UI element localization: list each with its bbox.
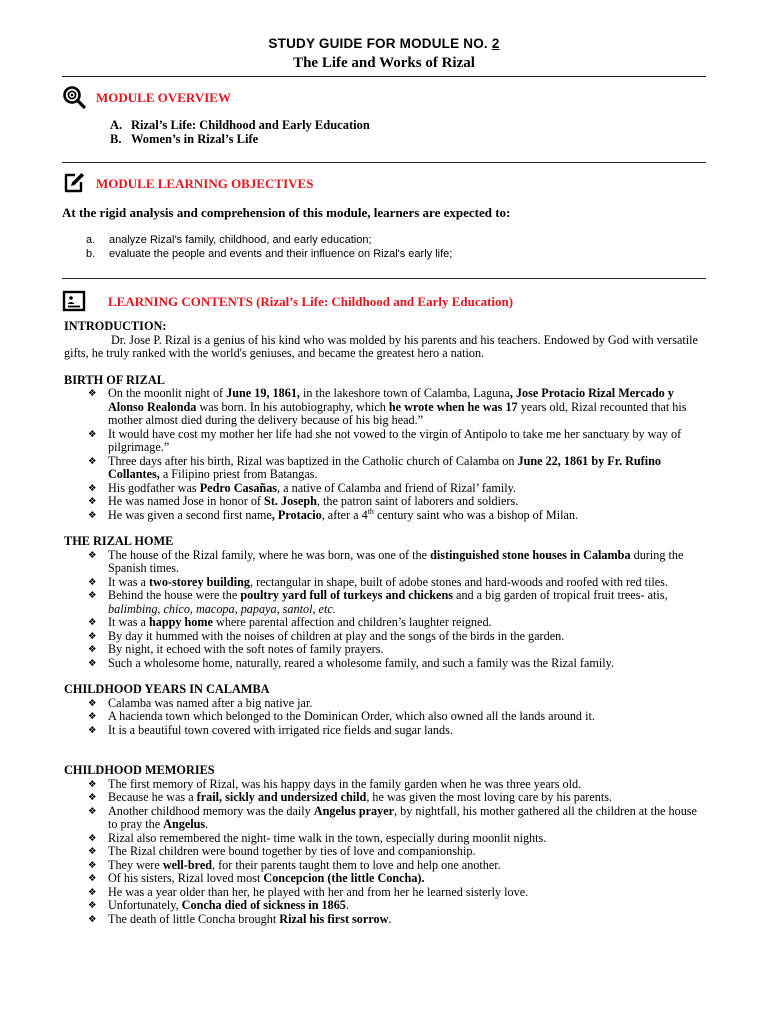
list-item-text: where parental affection and children’s laughter reigned.: [212, 615, 492, 629]
overview-list: [110, 118, 370, 146]
list-item: ❖ By day it hummed with the noises of children at play and the songs of the birds in the garden.: [108, 630, 708, 644]
overview-item-key: A.: [110, 118, 123, 132]
list-item-text: , after a 4: [321, 507, 368, 522]
list-item-text: Another childhood memory was the daily: [108, 803, 314, 818]
objective-item: [86, 248, 452, 262]
learning-contents-heading: LEARNING CONTENTS (Rizal’s Life: Childhood and Early Education): [108, 294, 514, 309]
list-item-bold: well-bred: [162, 857, 213, 872]
list-item-text: Unfortunately,: [108, 898, 182, 912]
list-item-text: .: [205, 817, 209, 831]
list-item-text: years old, Rizal recounted that his mother almost died during the delivery because of his big head.”: [108, 399, 687, 427]
list-item: [108, 549, 708, 576]
overview-item-text: Rizal’s Life: Childhood and Early Education: [131, 118, 370, 132]
list-item: ❖ Rizal also remembered the night- time walk in the town, especially during moonlit nights.: [108, 832, 708, 846]
objective-item-key: a.: [86, 234, 96, 246]
list-item: ❖ It is a beautiful town covered with irrigated rice fields and sugar lands.: [108, 724, 708, 738]
list-item-text: He was named Jose in honor of: [108, 494, 265, 508]
list-item: [108, 589, 708, 616]
list-item-text: , he was given the most loving care by his parents.: [366, 790, 613, 804]
list-item-text: Three days after his birth, Rizal was baptized in the Catholic church of Calamba on: [108, 453, 518, 468]
birth-list: [64, 387, 708, 522]
magnifier-icon: [62, 85, 86, 109]
list-item-bold: Pedro Casañas: [199, 480, 278, 495]
list-item: ❖ It would have cost my mother her life had she not vowed to the virgin of Antipolo to take me her sanctuary by way of pilgrimage.”: [108, 428, 708, 455]
overview-item: [110, 118, 370, 132]
list-item-text: Of his sisters, Rizal loved most: [108, 871, 264, 885]
list-item-text: On the moonlit night of: [108, 386, 227, 400]
overview-item: [110, 132, 370, 146]
calamba-heading: CHILDHOOD YEARS IN CALAMBA: [64, 682, 270, 696]
list-item-bold: Angelus prayer: [313, 803, 395, 818]
list-item-bold: he wrote when he was 17: [388, 399, 518, 414]
list-item-text: was born. In his autobiography, which: [196, 399, 389, 414]
list-item-bold: Angelus: [163, 817, 206, 831]
list-item-text: during the Spanish times.: [108, 547, 684, 575]
calamba-list: [64, 697, 708, 738]
module-subtitle: The Life and Works of Rizal: [293, 55, 475, 71]
list-item-text: , rectangular in shape, built of adobe stones and hard-woods and roofed with red tiles.: [249, 574, 668, 589]
list-item-text: It was a: [108, 615, 149, 629]
rizal-home-list: [64, 549, 708, 671]
introduction-heading: INTRODUCTION:: [64, 319, 167, 333]
objectives-list: [86, 234, 452, 261]
list-item-text: His godfather was: [108, 480, 200, 495]
memories-list: [64, 778, 708, 927]
rizal-home-heading: THE RIZAL HOME: [64, 534, 174, 548]
list-item-bold: June 19, 1861,: [226, 386, 300, 400]
list-item-bold: Rizal his first sorrow: [279, 911, 389, 926]
list-item-text: a Filipino priest from Batangas.: [159, 467, 318, 481]
list-item: [108, 872, 708, 886]
study-guide-title: [0, 36, 768, 51]
list-item: ❖ Such a wholesome home, naturally, reared a wholesome family, and such a family was the Rizal family.: [108, 657, 708, 671]
introduction-paragraph: Dr. Jose P. Rizal is a genius of his kind who was molded by his parents and his teachers. Endowed by God with versatile gifts, he truly ranked with the world's geniuses, and became the greatest hero a nation.: [64, 332, 698, 360]
divider-objectives: [62, 278, 706, 279]
list-item-text: century saint who was a bishop of Milan.: [373, 507, 579, 522]
list-item: [108, 495, 708, 509]
list-item-text: , by nightfall, his mother gathered all the children at the house to pray the: [108, 803, 697, 831]
list-item-text: .: [345, 898, 349, 912]
overview-item-text: Women’s in Rizal’s Life: [131, 132, 259, 146]
list-item: [108, 387, 708, 428]
objective-item-text: analyze Rizal’s family, childhood, and early education;: [109, 234, 372, 246]
list-item-bold: poultry yard full of turkeys and chickens: [240, 588, 453, 602]
list-item: ❖ He was a year older than her, he played with her and from her he learned sisterly love.: [108, 886, 708, 900]
list-item-bold: , Protacio: [271, 507, 322, 522]
memories-heading: CHILDHOOD MEMORIES: [64, 763, 215, 777]
list-item: [108, 805, 708, 832]
overview-item-key: B.: [110, 132, 122, 146]
list-item-bold: St. Joseph: [264, 494, 317, 508]
list-item-text: , the patron saint of laborers and soldiers.: [316, 494, 519, 508]
list-item-bold: Concepcion (the little Concha).: [263, 871, 425, 885]
list-item-italic: balimbing, chico, macopa, papaya, santol, etc.: [108, 601, 336, 616]
list-item-text: The house of the Rizal family, where he was born, was one of the: [108, 547, 431, 562]
list-item-bold: June 22, 1861 by Fr. Rufino Collantes,: [108, 453, 661, 481]
list-item-text: Because he was a: [108, 790, 197, 804]
list-item: [108, 859, 708, 873]
list-item: [108, 899, 708, 913]
list-item: [108, 791, 708, 805]
list-item-bold: , Jose Protacio Rizal Mercado y Alonso Realonda: [108, 386, 674, 414]
list-item: [108, 616, 708, 630]
list-item-text: The death of little Concha brought: [108, 911, 280, 926]
list-item: ❖ By night, it echoed with the soft notes of family prayers.: [108, 643, 708, 657]
list-item-bold: distinguished stone houses in Calamba: [430, 547, 631, 562]
list-item-text: , a native of Calamba and friend of Rizal’ family.: [277, 480, 516, 495]
module-overview-heading: MODULE OVERVIEW: [96, 90, 231, 105]
list-item: ❖ The first memory of Rizal, was his happy days in the family garden when he was three years old.: [108, 778, 708, 792]
list-item-bold: Concha died of sickness in 1865: [181, 898, 346, 912]
module-number: 2: [491, 36, 500, 51]
objective-item-text: evaluate the people and events and their influence on Rizal's early life;: [109, 247, 453, 260]
list-item-text: Behind the house were the: [108, 588, 241, 602]
list-item-text: , for their parents taught them to love and help one another.: [212, 857, 501, 872]
list-item-text: .: [388, 911, 392, 926]
edit-square-icon: [62, 171, 86, 195]
objectives-intro: At the rigid analysis and comprehension of this module, learners are expected to:: [62, 205, 511, 220]
learning-contents-body: [64, 320, 708, 926]
list-item-text: He was given a second first name: [108, 507, 272, 522]
list-item: [108, 506, 708, 523]
list-item-text: It was a: [108, 574, 149, 589]
list-item: [108, 482, 708, 496]
list-item: ❖ The Rizal children were bound together by ties of love and companionship.: [108, 845, 708, 859]
list-item: ❖ Calamba was named after a big native jar.: [108, 697, 708, 711]
divider-top: [62, 76, 706, 77]
list-item-text: They were: [108, 857, 163, 872]
list-item: [108, 913, 708, 927]
birth-heading: BIRTH OF RIZAL: [64, 372, 165, 387]
study-guide-title-prefix: STUDY GUIDE FOR MODULE NO.: [268, 36, 488, 51]
list-item: [108, 455, 708, 482]
list-item: ❖ A hacienda town which belonged to the Dominican Order, which also owned all the lands around it.: [108, 710, 708, 724]
module-objectives-heading: MODULE LEARNING OBJECTIVES: [96, 176, 314, 191]
list-item: [108, 576, 708, 590]
divider-overview: [62, 162, 706, 163]
list-item-text: in the lakeshore town of Calamba, Laguna: [299, 386, 510, 400]
objective-item: [86, 234, 452, 248]
list-item-bold: frail, sickly and undersized child: [196, 790, 367, 804]
list-item-bold: happy home: [148, 615, 213, 629]
list-item-bold: two-storey building: [148, 574, 250, 589]
list-item-text: and a big garden of tropical fruit trees- atis,: [452, 588, 668, 602]
document-list-icon: [62, 289, 86, 313]
ordinal-superscript: th: [367, 506, 374, 516]
objective-item-key: b.: [86, 247, 96, 260]
